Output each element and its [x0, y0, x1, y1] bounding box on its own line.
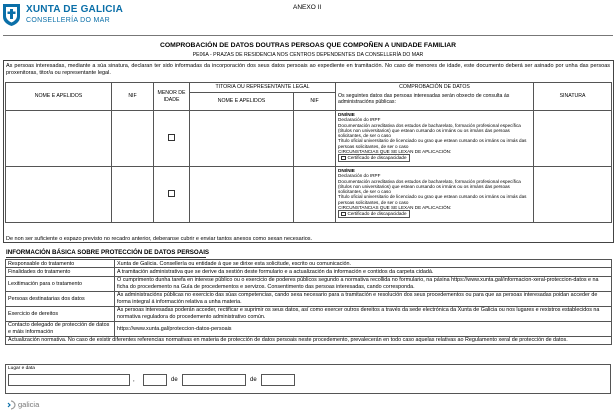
consent-doc: Documentación acreditativa dos estudos de bacharelato, formación profesional específica (títulos non universitarios) que estean cursando os irmáns ou os irmáns das persoas solicitantes, de ser o caso	[338, 122, 521, 139]
protection-label: Exercicio de dereitos	[6, 306, 115, 321]
col-header-menor: MENOR DE IDADE	[154, 83, 190, 111]
consent-titulo: Título oficial universitario de licenciado ou grao que estean cursando os irmáns ou irmás das persoas solicitantes, de ser o caso	[338, 194, 527, 205]
titor-nome-cell[interactable]	[190, 167, 294, 223]
col-header-titor-nome: NOME E APELIDOS	[190, 93, 294, 111]
de-separator-2: de	[250, 377, 257, 383]
page-header	[0, 0, 616, 36]
consent-irpf: Declaración do IRPF	[338, 117, 381, 123]
consent-cell	[336, 111, 534, 167]
discapacidade-option[interactable]	[338, 210, 410, 217]
discapacidade-checkbox[interactable]	[341, 156, 346, 161]
col-header-nif: NIF	[112, 83, 154, 111]
menor-checkbox[interactable]	[168, 134, 175, 141]
protection-value: A tramitación administrativa que se derive da xestión deste formulario e a actualización da información e contidos da carpeta cidadá.	[115, 268, 612, 276]
col-header-nome: NOME E APELIDOS	[6, 83, 112, 111]
table-row	[6, 276, 612, 291]
section-underline	[6, 257, 206, 258]
nome-cell[interactable]	[6, 167, 112, 223]
consent-irpf: Declaración do IRPF	[338, 173, 381, 179]
protection-value: Xunta de Galicia. Consellería ou entidade á que se dirixe esta solicitude, escrito ou comunicación.	[115, 260, 612, 268]
table-row	[6, 268, 612, 276]
consent-cell	[336, 167, 534, 223]
protection-label: Finalidades do tratamento	[6, 268, 115, 276]
protection-value: O cumprimento dunha tarefa en interese público ou o exercicio de poderes públicos segundo a normativa recollida no formulario, na páxina https://www.xunta.gal/informacion-xeral-proteccion-datos e na ficha do procedemento na Guía de procedementos e servizos. Consentimento das persoas interesadas, cando corresponda.	[115, 276, 612, 291]
consent-dni: DNI/NIE	[338, 168, 355, 173]
protection-update-note: Actualización normativa. No caso de existir diferentes referencias normativas en materia de protección de datos persoais neste procedemento, prevalecerán en todo caso aquelas relativas ao Regulamento xeral de protección de datos.	[6, 336, 612, 344]
table-row	[6, 111, 612, 167]
year-field[interactable]	[261, 374, 295, 386]
table-row	[6, 321, 612, 336]
protection-link[interactable]: https://www.xunta.gal/proteccion-datos-persoais	[115, 321, 612, 336]
day-field[interactable]	[143, 374, 167, 386]
family-members-table	[5, 82, 612, 223]
table-row	[6, 167, 612, 223]
consent-doc: Documentación acreditativa dos estudos de bacharelato, formación profesional específica (títulos non universitarios) que estean cursando os irmáns ou os irmáns das persoas solicitantes, de ser o caso	[338, 178, 521, 195]
nome-cell[interactable]	[6, 111, 112, 167]
comprobacion-title: COMPROBACIÓN DE DATOS	[399, 84, 470, 90]
nif-cell[interactable]	[112, 167, 154, 223]
discapacidade-checkbox[interactable]	[341, 212, 346, 217]
intro-text: As persoas interesadas, mediante a súa sinatura, declaran ter sido informadas da incorporación dos seus datos persoais ao expediente en tramitación. No caso de menores de idade, este documento deberá ser asinado por unha das persoas proxenitoras, titor/a ou representante legal.	[6, 63, 610, 76]
logo-title: XUNTA DE GALICIA	[26, 4, 124, 15]
table-row	[6, 260, 612, 268]
xunta-shield-icon	[2, 3, 21, 27]
galicia-footer-text: galicia	[18, 400, 40, 409]
document-subtitle: PE06A - PRAZAS DE RESIDENCIA NOS CENTROS DEPENDENTES DA CONSELLERÍA DO MAR	[192, 52, 424, 58]
month-field[interactable]	[182, 374, 246, 386]
table-row	[6, 291, 612, 306]
protection-label: Persoas destinatarias dos datos	[6, 291, 115, 306]
logo-subtitle: CONSELLERÍA DO MAR	[26, 17, 110, 24]
protection-label: Contacto delegado de protección de datos e máis información	[6, 321, 115, 336]
consent-dni: DNI/NIE	[338, 112, 355, 117]
titor-nif-cell[interactable]	[294, 111, 336, 167]
col-header-sinatura: SINATURA	[534, 83, 612, 111]
xunta-logo	[2, 2, 122, 32]
de-separator-1: de	[171, 377, 178, 383]
nif-cell[interactable]	[112, 111, 154, 167]
galicia-mark-icon	[6, 400, 16, 410]
table-row	[6, 306, 612, 321]
protection-section-title: INFORMACIÓN BÁSICA SOBRE PROTECCIÓN DE DATOS PERSOAIS	[6, 249, 210, 256]
menor-cell	[154, 111, 190, 167]
col-header-titor: TITOR/A OU REPRESENTANTE LEGAL	[190, 83, 336, 93]
col-header-comprobacion	[336, 83, 534, 111]
space-note: De non ser suficiente o espazo previsto no recadro anterior, deberanse cubrir e enviar tantos anexos como sexan necesarios.	[6, 236, 313, 242]
place-field[interactable]	[8, 374, 130, 386]
col-header-titor-nif: NIF	[294, 93, 336, 111]
discapacidade-option[interactable]	[338, 154, 410, 161]
protection-value: As persoas interesadas poderán acceder, rectificar e suprimir os seus datos, así como exercer outros dereitos a través da sede electrónica da Xunta de Galicia ou nos lugares e rexistros establecidos na normativa reguladora do procedemento administrativo común.	[115, 306, 612, 321]
sinatura-cell[interactable]	[534, 167, 612, 223]
document-title: COMPROBACIÓN DE DATOS DOUTRAS PERSOAS QUE COMPOÑEN A UNIDADE FAMILIAR	[159, 42, 457, 49]
place-date-label: Lugar e data	[8, 366, 35, 371]
protection-value: As administracións públicas no exercicio das súas competencias, cando sexa necesario para a tramitación e resolución dos seus procedementos ou para que as persoas interesadas poidan acceder de forma integral á información relativa a unha materia.	[115, 291, 612, 306]
consent-circ: CIRCUNSTANCIAS QUE SE LEXAN DE APLICACIÓN:	[338, 204, 452, 210]
anexo-label: ANEXO II	[293, 4, 322, 11]
menor-cell	[154, 167, 190, 223]
comma-separator: ,	[133, 377, 135, 383]
titor-nome-cell[interactable]	[190, 111, 294, 167]
menor-checkbox[interactable]	[168, 190, 175, 197]
protection-label: Lexitimación para o tratamento	[6, 276, 115, 291]
data-protection-table	[5, 259, 612, 345]
comprobacion-description: Os seguintes datos das persoas interesadas serán obxecto de consulta ás administracións públicas:	[338, 92, 510, 105]
titor-nif-cell[interactable]	[294, 167, 336, 223]
consent-titulo: Título oficial universitario de licenciado ou grao que estean cursando os irmáns ou irmás das persoas solicitantes, de ser o caso	[338, 138, 527, 149]
consent-circ: CIRCUNSTANCIAS QUE SE LEXAN DE APLICACIÓN:	[338, 148, 452, 154]
header-divider	[3, 35, 613, 36]
discapacidade-label: Certificado de discapacidade	[347, 211, 407, 217]
protection-label: Responsable do tratamento	[6, 260, 115, 268]
discapacidade-label: Certificado de discapacidade	[347, 155, 407, 161]
sinatura-cell[interactable]	[534, 111, 612, 167]
table-row	[6, 336, 612, 344]
